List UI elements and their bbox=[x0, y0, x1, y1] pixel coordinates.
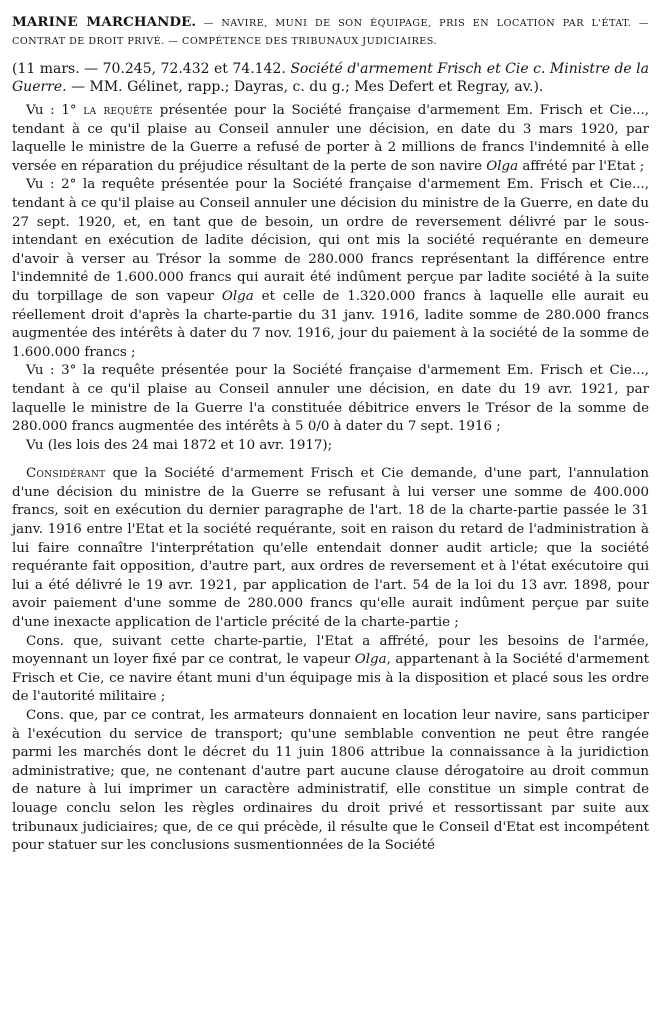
headnote bbox=[12, 14, 649, 50]
case-counsel: — MM. Gélinet, rapp.; Dayras, c. du g.; Mes Defert et Regray, av.). bbox=[71, 79, 544, 95]
case-numbers: (11 mars. — 70.245, 72.432 et 74.142. bbox=[12, 61, 286, 77]
visa-paragraph: Vu (les lois des 24 mai 1872 et 10 avr. 1917); bbox=[26, 437, 333, 453]
visa-paragraph: Vu : 1° la requête présentée pour la Société française d'armement Em. Frisch et Cie..., tendant à ce qu'il plaise au Conseil annuler une décision, en date du 3 mars 1920, par laquelle le ministre de la Guerre a refusé de porter à 2 millions de francs l'indemnité à elle versée en réparation du préjudice résultant de la perte de son navire Olga affrété par l'Etat ; bbox=[12, 103, 650, 174]
headnote-subject: MARINE MARCHANDE. bbox=[12, 14, 197, 30]
headnote-summary: — NAVIRE, MUNI DE SON ÉQUIPAGE, PRIS EN LOCATION PAR L'ÉTAT. — CONTRAT DE DROIT PRIVÉ. — COMPÉTENCE DES TRIBUNAUX JUDICIAIRES. bbox=[12, 18, 649, 47]
case-parties: Société d'armement Frisch et Cie c. Ministre de la Guerre. bbox=[12, 61, 649, 95]
visa-paragraph: Vu : 3° la requête présentée pour la Société française d'armement Em. Frisch et Cie..., tendant à ce qu'il plaise au Conseil annuler une décision, en date du 19 avr. 1921, par laquelle le ministre de la Guerre l'a constituée débitrice envers le Trésor de la somme de 280.000 francs augmentée des intérêts à 5 0/0 à dater du 7 sept. 1916 ; bbox=[12, 363, 649, 435]
visa-paragraph: Vu : 2° la requête présentée pour la Société française d'armement Em. Frisch et Cie..., tendant à ce qu'il plaise au Conseil annuler une décision du ministre de la Guerre, en date du 27 sept. 1920, et, en tant que de besoin, un ordre de reversement délivré par le sous-intendant en exécution de ladite décision, qui ont mis la société requérante en demeure d'avoir à verser au Trésor la somme de 280.000 francs représentant la différence entre l'indemnité de 1.600.000 francs qui aurait été indûment perçue par ladite société à la suite du torpillage de son vapeur Olga et celle de 1.320.000 francs à laquelle elle aurait eu réellement droit d'après la charte-partie du 31 janv. 1916, ladite somme de 280.000 francs augmentée des intérêts à dater du 7 nov. 1916, jour du paiement à la société de la somme de 1.600.000 francs ; bbox=[12, 177, 649, 360]
considerants-section bbox=[12, 465, 649, 855]
considerant-paragraph: Cons. que, suivant cette charte-partie, l'Etat a affrété, pour les besoins de l'armée, moyennant un loyer fixé par ce contrat, le vapeur Olga, appartenant à la Société d'armement Frisch et Cie, ce navire étant muni d'un équipage mis à la disposition et placé sous les ordre de l'autorité militaire ; bbox=[12, 633, 649, 705]
case-reference bbox=[12, 60, 649, 96]
considerant-paragraph: Cons. que, par ce contrat, les armateurs donnaient en location leur navire, sans participer à l'exécution du service de transport; qu'une semblable convention ne peut être rangée parmi les marchés dont le décret du 11 juin 1806 attribue la connaissance à la juridiction administrative; que, ne contenant d'autre part aucune clause dérogatoire au droit commun de nature à lui imprimer un caractère administratif, elle constitue un simple contrat de louage conclu selon les règles ordinaires du droit privé et ressortissant par suite aux tribunaux judiciaires; que, de ce qui précède, il résulte que le Conseil d'Etat est incompétent pour statuer sur les conclusions susmentionnées de la Société bbox=[12, 708, 649, 854]
visas-section bbox=[12, 102, 649, 455]
considerant-paragraph: Considérant que la Société d'armement Frisch et Cie demande, d'une part, l'annulation d'une décision du ministre de la Guerre se refusant à lui verser une somme de 400.000 francs, soit en exécution du dernier paragraphe de l'art. 18 de la charte-partie passée le 31 janv. 1916 entre l'Etat et la société requérante, soit en raison du retard de l'administration à lui faire connaître l'interprétation qu'elle entendait donner audit article; que la société requérante fait opposition, d'autre part, aux ordres de reversement et à l'état exécutoire qui lui a été délivré le 19 avr. 1921, par application de l'art. 54 de la loi du 13 avr. 1898, pour avoir paiement d'une somme de 280.000 francs qu'elle aurait indûment perçue par suite d'une inexacte application de l'article précité de la charte-partie ; bbox=[12, 466, 649, 631]
